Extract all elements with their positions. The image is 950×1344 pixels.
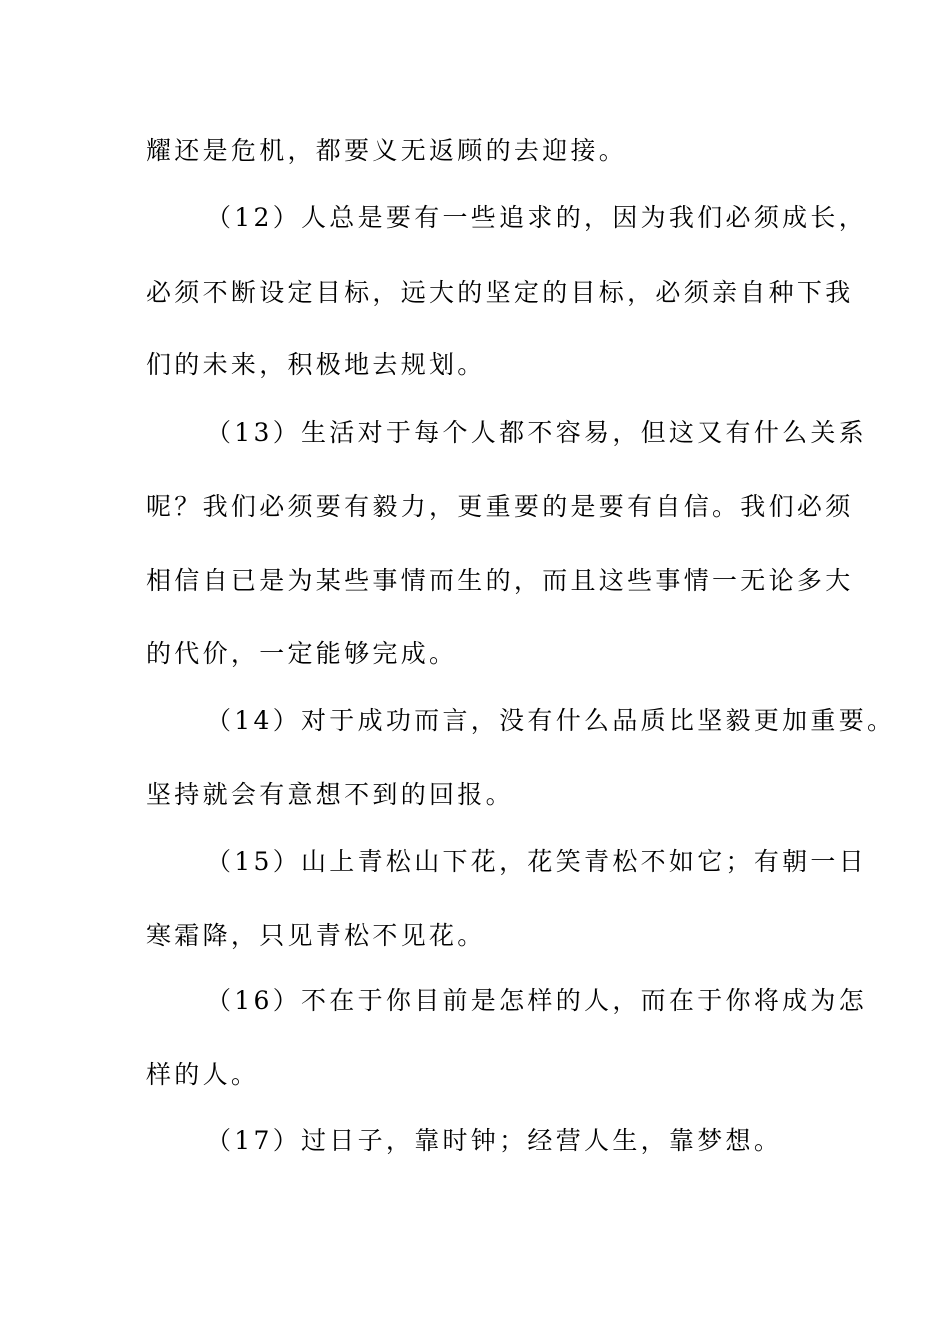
text-line: 样的人。: [146, 1060, 260, 1089]
text-line: 必须不断设定目标，远大的坚定的目标，必须亲自种下我: [146, 278, 854, 307]
text-line: 们的未来，积极地去规划。: [146, 350, 486, 379]
paragraph-12-start: （12）人总是要有一些追求的，因为我们必须成长，: [206, 203, 868, 232]
paragraph-13-start: （13）生活对于每个人都不容易，但这又有什么关系: [206, 418, 868, 447]
paragraph-15-start: （15）山上青松山下花，花笑青松不如它；有朝一日: [206, 847, 868, 876]
text-line: 寒霜降，只见青松不见花。: [146, 921, 486, 950]
paragraph-14-start: （14）对于成功而言，没有什么品质比坚毅更加重要。: [206, 706, 896, 735]
text-line: 坚持就会有意想不到的回报。: [146, 780, 514, 809]
text-line: 相信自已是为某些事情而生的，而且这些事情一无论多大: [146, 566, 854, 595]
paragraph-16-start: （16）不在于你目前是怎样的人，而在于你将成为怎: [206, 986, 868, 1015]
text-line: 耀还是危机，都要义无返顾的去迎接。: [146, 136, 628, 165]
text-line: 的代价，一定能够完成。: [146, 639, 458, 668]
paragraph-17-start: （17）过日子，靠时钟；经营人生，靠梦想。: [206, 1126, 783, 1155]
text-line: 呢？我们必须要有毅力，更重要的是要有自信。我们必须: [146, 492, 854, 521]
